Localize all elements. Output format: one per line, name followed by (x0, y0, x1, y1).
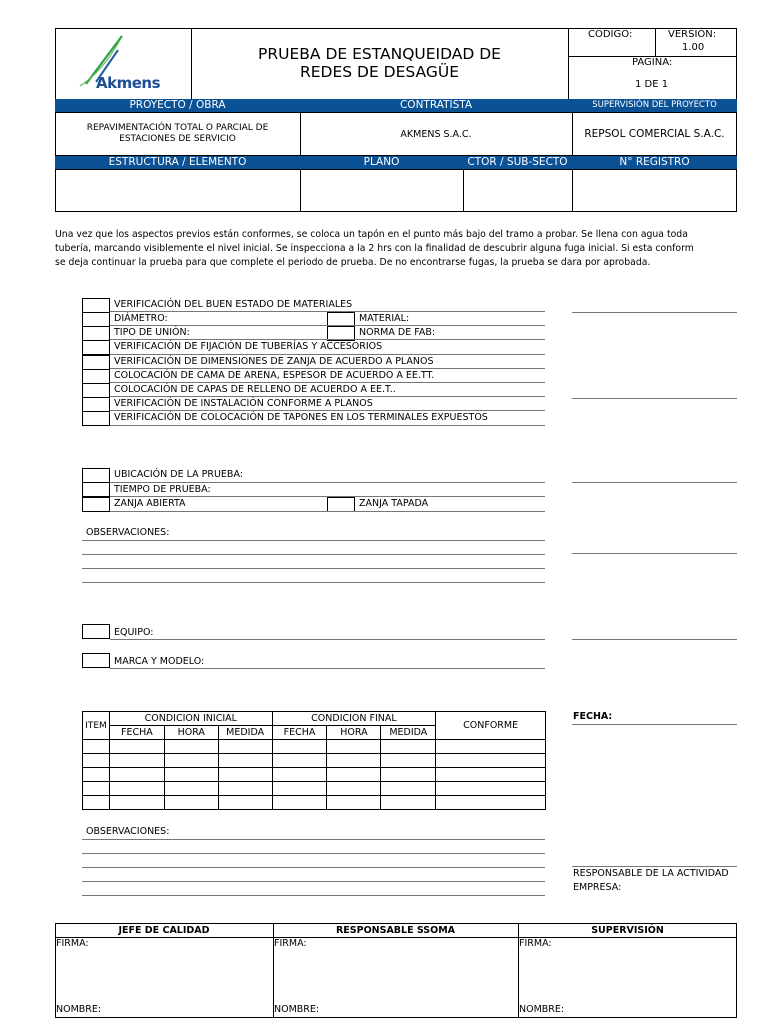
proyecto-label: PROYECTO / OBRA (129, 99, 226, 111)
check-relleno[interactable] (82, 383, 110, 398)
table-row[interactable] (83, 754, 546, 768)
obs-line[interactable] (82, 554, 545, 555)
item-fijacion: VERIFICACIÓN DE FIJACIÓN DE TUBERÍAS Y ACCESORIOS (114, 341, 383, 352)
check-zanja-tapada[interactable] (327, 497, 355, 512)
verificacion-title: VERIFICACIÓN DE LA PRUEBA (59, 441, 214, 453)
norma-label: NORMA DE FAB: (359, 327, 436, 338)
check-cama-arena[interactable] (82, 369, 110, 384)
equipo-title: EQUIPO PARA LA PRUEBA (56, 597, 189, 609)
sector-label: CTOR / SUB-SECTO (467, 156, 568, 168)
descripcion-title: DESCRIPCIÓN DE LA TUBERÍA (56, 270, 212, 282)
document-title (191, 45, 568, 81)
plano-label: PLANO (363, 156, 400, 168)
datos-title: DATOS DE LA PRUEBA (56, 683, 172, 695)
obs-line[interactable] (82, 582, 545, 583)
project-header-bar (55, 99, 737, 112)
version-value: 1.00 (682, 42, 705, 53)
obs-line[interactable] (82, 839, 545, 840)
check-marca[interactable] (82, 653, 110, 668)
title-line-1: PRUEBA DE ESTANQUEIDAD DE (258, 45, 501, 63)
check-fijacion[interactable] (82, 340, 110, 355)
check-materiales[interactable] (82, 298, 110, 313)
table-row[interactable] (83, 768, 546, 782)
title-line-2: REDES DE DESAGÜE (299, 63, 460, 81)
ssoma-label: RESPONSABLE SSOMA (335, 925, 456, 936)
table-row[interactable] (83, 740, 546, 754)
obs-line[interactable] (82, 540, 545, 541)
obs-line[interactable] (82, 568, 545, 569)
medida-final-header: MEDIDA (381, 726, 436, 740)
tiempo-label: TIEMPO DE PRUEBA: (114, 484, 211, 495)
marca-label: MARCA Y MODELO: (114, 656, 205, 667)
company-logo (72, 32, 172, 94)
check-diametro[interactable] (82, 312, 110, 327)
table-row[interactable] (83, 796, 546, 810)
equipo-label: EQUIPO: (114, 627, 154, 638)
fecha-label: FECHA: (573, 711, 613, 722)
obs-line[interactable] (82, 853, 545, 854)
instrucciones-line-2: tubería, marcando visiblemente el nivel inicial. Se inspecciona a la 2 hrs con la finalidad de descubrir alguna fuga inicial. Si esta conform (55, 243, 694, 254)
obs-line[interactable] (82, 867, 545, 868)
condicion-inicial-header: CONDICION INICIAL (109, 712, 272, 726)
estructura-label: ESTRUCTURA / ELEMENTO (108, 156, 247, 168)
conforme-header: CONFORME (436, 712, 546, 740)
nombre-jefe-label: NOMBRE: (56, 1004, 102, 1015)
instrucciones-line-3: se deja continuar la prueba para que complete el periodo de prueba. De no encontrarse fugas, la prueba se dara por aprobada. (55, 257, 651, 268)
proyecto-value: REPAVIMENTACIÓN TOTAL O PARCIAL DE ESTACIONES DE SERVICIO (86, 123, 269, 144)
instrucciones-title: INSTRUCCIONES DE LA PRUEBA (56, 213, 223, 225)
check-dimensiones[interactable] (82, 355, 110, 370)
responsable-label: RESPONSABLE DE LA ACTIVIDAD (573, 868, 729, 879)
supervision-value: REPSOL COMERCIAL S.A.C. (584, 128, 725, 140)
item-tipo-union: TIPO DE UNIÓN: (114, 327, 190, 338)
zanja-tapada-label: ZANJA TAPADA (359, 498, 429, 509)
item-instalacion: VERIFICACIÓN DE INSTALACIÓN CONFORME A PLANOS (114, 398, 373, 409)
structure-header-bar (55, 156, 737, 169)
pagina-value: 1 DE 1 (635, 79, 669, 90)
pagina-label: PÁGINA: (632, 57, 673, 68)
condicion-final-header: CONDICION FINAL (272, 712, 436, 726)
datos-observaciones-label: OBSERVACIONES: (86, 826, 170, 837)
verificacion-observaciones-label: OBSERVACIONES: (86, 527, 170, 538)
jefe-calidad-label: JEFE DE CALIDAD (118, 925, 210, 936)
codigo-label: CÓDIGO: (588, 29, 633, 40)
check-ubicacion[interactable] (82, 468, 110, 483)
firma-ssoma-label: FIRMA: (274, 938, 307, 949)
fecha-inicial-header: FECHA (109, 726, 164, 740)
logo-text: Akmens (96, 74, 160, 92)
item-cama-arena: COLOCACIÓN DE CAMA DE ARENA, ESPESOR DE ACUERDO A EE.TT. (114, 370, 435, 381)
check-equipo[interactable] (82, 624, 110, 639)
version-label: VERSIÓN: (668, 29, 717, 40)
item-materiales: VERIFICACIÓN DEL BUEN ESTADO DE MATERIALES (114, 299, 353, 310)
hora-final-header: HORA (327, 726, 381, 740)
item-tapones: VERIFICACIÓN DE COLOCACIÓN DE TAPONES EN LOS TERMINALES EXPUESTOS (114, 412, 488, 423)
nombre-supervision-label: NOMBRE: (519, 1004, 565, 1015)
check-tapones[interactable] (82, 411, 110, 426)
contratista-label: CONTRATISTA (399, 99, 473, 111)
obs-line[interactable] (82, 895, 545, 896)
revisado-title: REVISADO Y APROBADO POR: (56, 910, 212, 922)
hora-inicial-header: HORA (164, 726, 218, 740)
check-tipo-union[interactable] (82, 326, 110, 341)
instrucciones-line-1: Una vez que los aspectos previos están conformes, se coloca un tapón en el punto más bajo del tramo a probar. Se llena con agua toda (55, 229, 688, 240)
check-instalacion[interactable] (82, 397, 110, 412)
empresa-label: EMPRESA: (573, 882, 622, 893)
nombre-ssoma-label: NOMBRE: (274, 1004, 320, 1015)
item-relleno: COLOCACIÓN DE CAPAS DE RELLENO DE ACUERDO A EE.T.. (114, 384, 396, 395)
supervision-sign-label: SUPERVISIÓN (591, 925, 664, 936)
zanja-abierta-label: ZANJA ABIERTA (114, 498, 186, 509)
material-label: MATERIAL: (359, 313, 410, 324)
item-diametro: DIÁMETRO: (114, 313, 168, 324)
supervision-label: SUPERVISIÓN DEL PROYECTO (592, 100, 717, 110)
table-row[interactable] (83, 782, 546, 796)
item-header: ITEM (83, 712, 110, 740)
datos-table (82, 711, 546, 810)
ubicacion-label: UBICACIÓN DE LA PRUEBA: (114, 469, 243, 480)
obs-line[interactable] (82, 881, 545, 882)
check-tiempo[interactable] (82, 482, 110, 497)
contratista-value: AKMENS S.A.C. (400, 129, 472, 140)
item-dimensiones: VERIFICACIÓN DE DIMENSIONES DE ZANJA DE ACUERDO A PLANOS (114, 356, 434, 367)
firma-supervision-label: FIRMA: (519, 938, 552, 949)
fecha-final-header: FECHA (272, 726, 327, 740)
medida-inicial-header: MEDIDA (218, 726, 272, 740)
check-zanja-abierta[interactable] (82, 497, 110, 512)
firma-jefe-label: FIRMA: (56, 938, 89, 949)
registro-label: N° REGISTRO (619, 156, 690, 168)
